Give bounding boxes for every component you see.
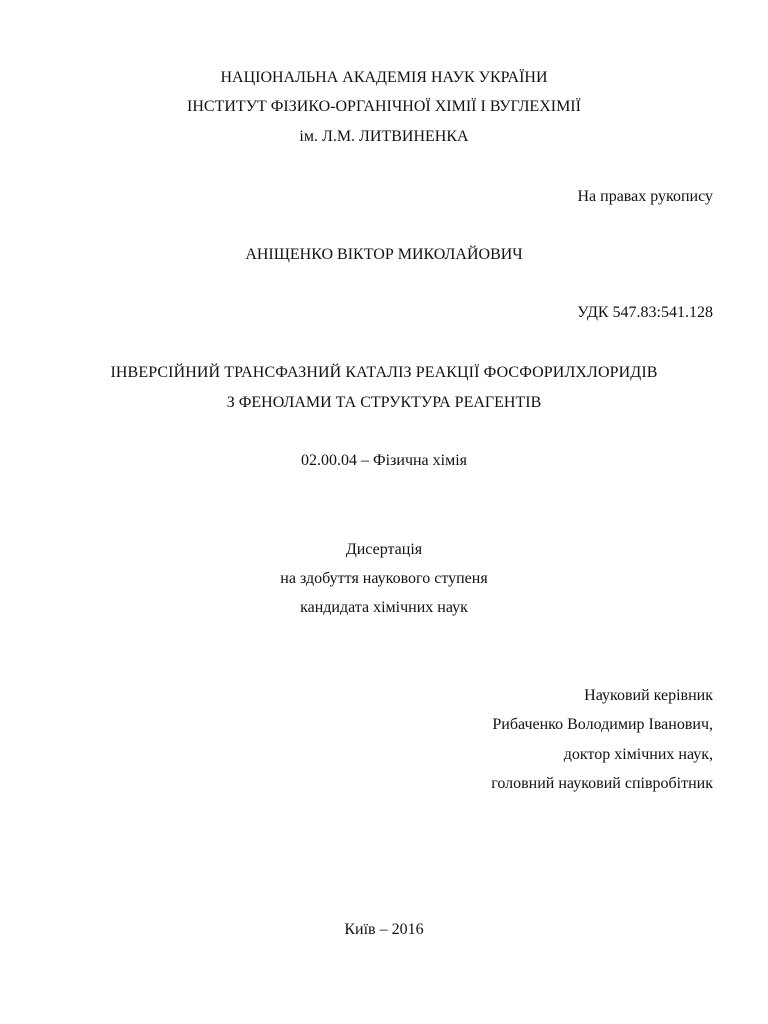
institute-namesake: ім. Л.М. ЛИТВИНЕНКА	[299, 128, 469, 145]
supervisor-name: Рибаченко Володимир Іванович,	[492, 716, 713, 733]
city-year: Київ – 2016	[344, 921, 424, 938]
degree-name: кандидата хімічних наук	[300, 599, 468, 616]
dissertation-label: Дисертація	[345, 541, 423, 558]
thesis-title-line-1: ІНВЕРСІЙНИЙ ТРАНСФАЗНИЙ КАТАЛІЗ РЕАКЦІЇ ФОСФОРИЛХЛОРИДІВ	[110, 364, 658, 381]
author-name: АНІЩЕНКО ВІКТОР МИКОЛАЙОВИЧ	[245, 246, 523, 263]
specialty: 02.00.04 – Фізична хімія	[300, 452, 468, 469]
academy-name: НАЦІОНАЛЬНА АКАДЕМІЯ НАУК УКРАЇНИ	[220, 69, 548, 86]
supervisor-position: головний науковий співробітник	[491, 775, 713, 792]
udc-code: УДК 547.83:541.128	[577, 304, 713, 321]
thesis-title-line-2: З ФЕНОЛАМИ ТА СТРУКТУРА РЕАГЕНТІВ	[226, 394, 542, 411]
supervisor-label: Науковий керівник	[584, 687, 713, 704]
supervisor-degree: доктор хімічних наук,	[563, 746, 713, 763]
manuscript-note: На правах рукопису	[577, 188, 713, 205]
degree-purpose: на здобуття наукового ступеня	[280, 570, 488, 587]
institute-name: ІНСТИТУТ ФІЗИКО-ОРГАНІЧНОЇ ХІМІЇ І ВУГЛЕХІМІЇ	[187, 98, 581, 115]
